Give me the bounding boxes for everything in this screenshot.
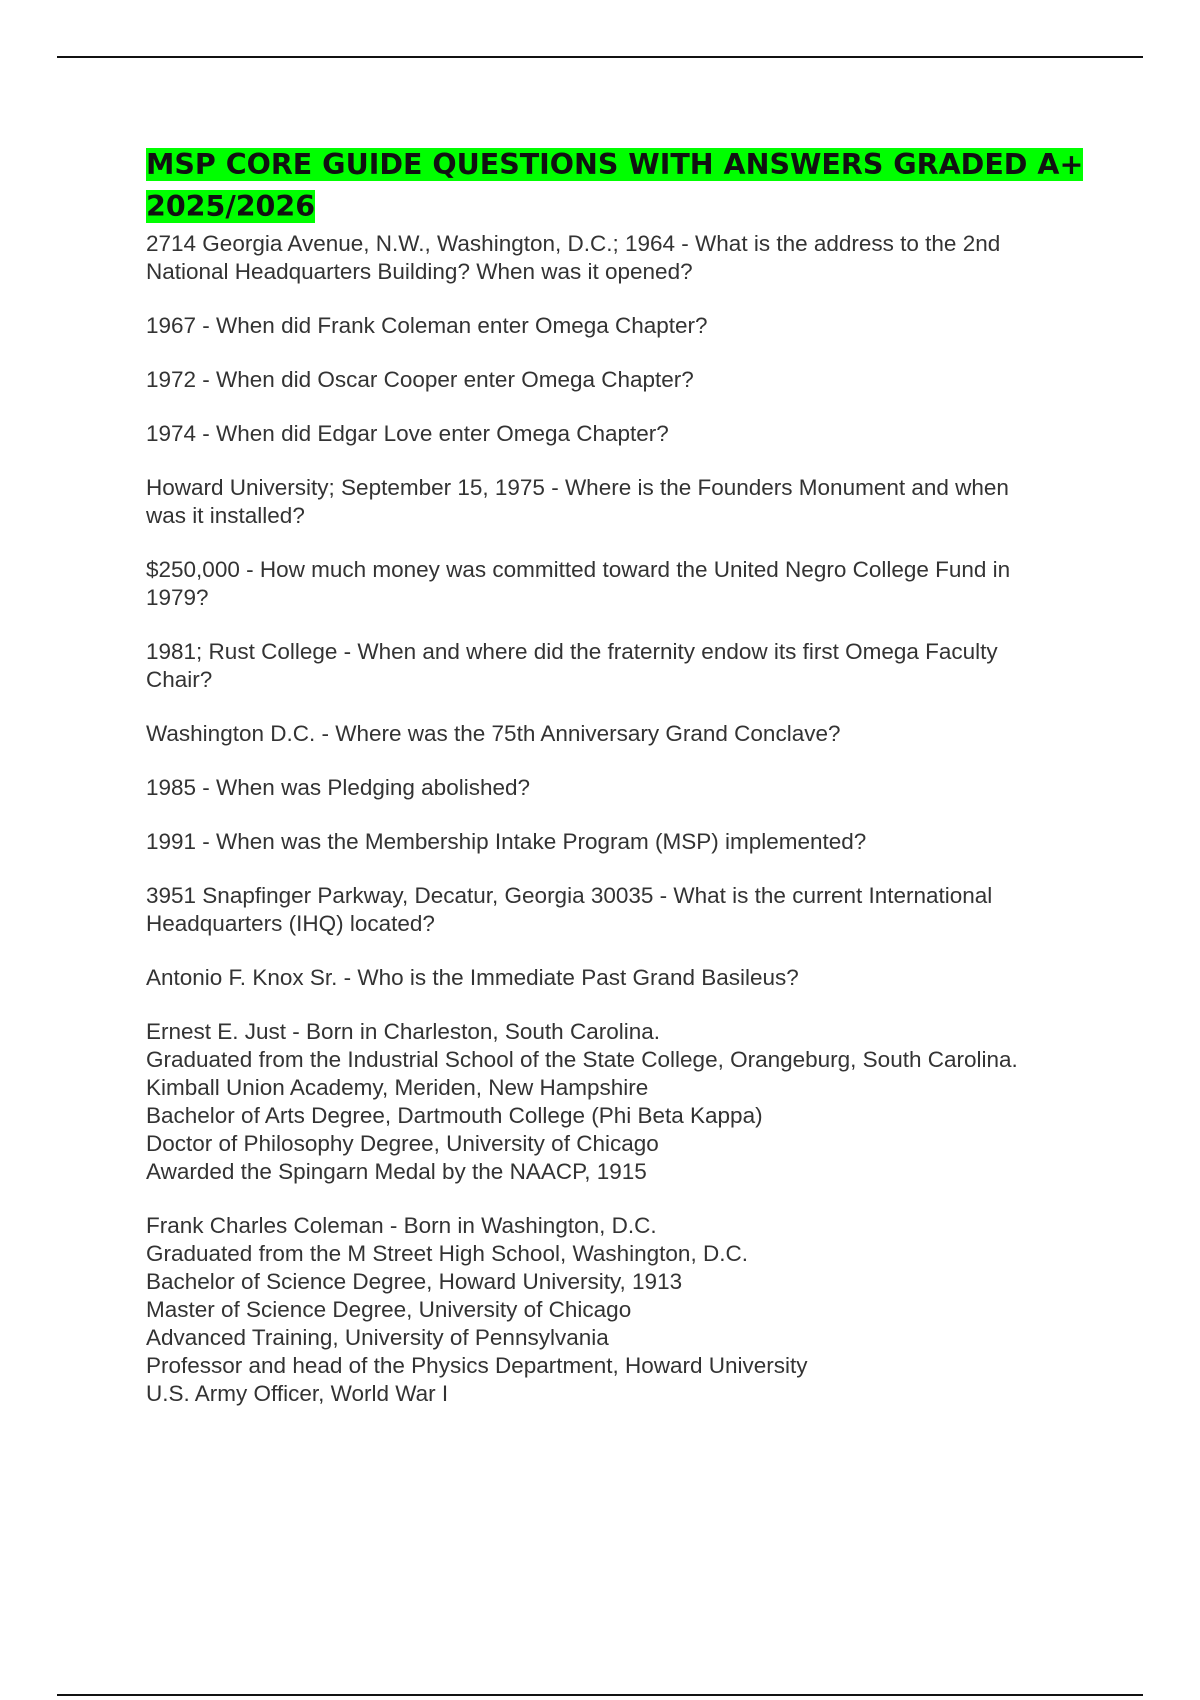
document-body bbox=[146, 144, 1086, 1434]
qa-line: 1974 - When did Edgar Love enter Omega Chapter? bbox=[146, 421, 669, 446]
qa-line: $250,000 - How much money was committed toward the United Negro College Fund in bbox=[146, 557, 1011, 582]
qa-line: Washington D.C. - Where was the 75th Anniversary Grand Conclave? bbox=[146, 721, 841, 746]
qa-line: Doctor of Philosophy Degree, University of Chicago bbox=[146, 1131, 659, 1156]
qa-entry bbox=[146, 638, 1086, 694]
qa-entry bbox=[146, 1018, 1086, 1186]
qa-entry bbox=[146, 964, 1086, 992]
qa-entry bbox=[146, 366, 1086, 394]
qa-line: 1991 - When was the Membership Intake Program (MSP) implemented? bbox=[146, 829, 867, 854]
bottom-rule bbox=[57, 1694, 1143, 1696]
qa-line: Graduated from the Industrial School of the State College, Orangeburg, South Carolina. bbox=[146, 1047, 1018, 1072]
qa-line: Graduated from the M Street High School, Washington, D.C. bbox=[146, 1241, 748, 1266]
qa-line: Headquarters (IHQ) located? bbox=[146, 911, 435, 936]
qa-entry bbox=[146, 312, 1086, 340]
qa-line: 1985 - When was Pledging abolished? bbox=[146, 775, 531, 800]
qa-line: Ernest E. Just - Born in Charleston, South Carolina. bbox=[146, 1019, 660, 1044]
qa-line: Antonio F. Knox Sr. - Who is the Immediate Past Grand Basileus? bbox=[146, 965, 799, 990]
qa-line: was it installed? bbox=[146, 503, 305, 528]
qa-entry bbox=[146, 828, 1086, 856]
qa-line: Bachelor of Arts Degree, Dartmouth College (Phi Beta Kappa) bbox=[146, 1103, 763, 1128]
qa-entry bbox=[146, 774, 1086, 802]
qa-entry bbox=[146, 474, 1086, 530]
qa-entry bbox=[146, 420, 1086, 448]
qa-line: National Headquarters Building? When was it opened? bbox=[146, 259, 693, 284]
qa-line: 1972 - When did Oscar Cooper enter Omega Chapter? bbox=[146, 367, 694, 392]
qa-line: 1967 - When did Frank Coleman enter Omega Chapter? bbox=[146, 313, 708, 338]
qa-line: Frank Charles Coleman - Born in Washington, D.C. bbox=[146, 1213, 657, 1238]
qa-entry bbox=[146, 720, 1086, 748]
document-title: MSP CORE GUIDE QUESTIONS WITH ANSWERS GRADED A+ 2025/2026 bbox=[146, 148, 1084, 223]
qa-line: Awarded the Spingarn Medal by the NAACP, 1915 bbox=[146, 1159, 647, 1184]
qa-line: Master of Science Degree, University of Chicago bbox=[146, 1297, 632, 1322]
qa-line: Advanced Training, University of Pennsylvania bbox=[146, 1325, 609, 1350]
top-rule bbox=[57, 56, 1143, 58]
qa-line: 2714 Georgia Avenue, N.W., Washington, D.C.; 1964 - What is the address to the 2nd bbox=[146, 231, 1001, 256]
qa-line: Howard University; September 15, 1975 - Where is the Founders Monument and when bbox=[146, 475, 1009, 500]
qa-line: 1979? bbox=[146, 585, 209, 610]
qa-entry bbox=[146, 556, 1086, 612]
qa-entry bbox=[146, 1212, 1086, 1408]
qa-line: Bachelor of Science Degree, Howard University, 1913 bbox=[146, 1269, 683, 1294]
qa-line: Chair? bbox=[146, 667, 213, 692]
qa-line: 3951 Snapfinger Parkway, Decatur, Georgia 30035 - What is the current International bbox=[146, 883, 993, 908]
qa-line: U.S. Army Officer, World War I bbox=[146, 1381, 449, 1406]
qa-line: Kimball Union Academy, Meriden, New Hampshire bbox=[146, 1075, 649, 1100]
qa-entry bbox=[146, 882, 1086, 938]
qa-line: Professor and head of the Physics Department, Howard University bbox=[146, 1353, 808, 1378]
title-block bbox=[146, 144, 1086, 228]
qa-line: 1981; Rust College - When and where did the fraternity endow its first Omega Faculty bbox=[146, 639, 998, 664]
qa-entry bbox=[146, 230, 1086, 286]
qa-list bbox=[146, 230, 1086, 1408]
